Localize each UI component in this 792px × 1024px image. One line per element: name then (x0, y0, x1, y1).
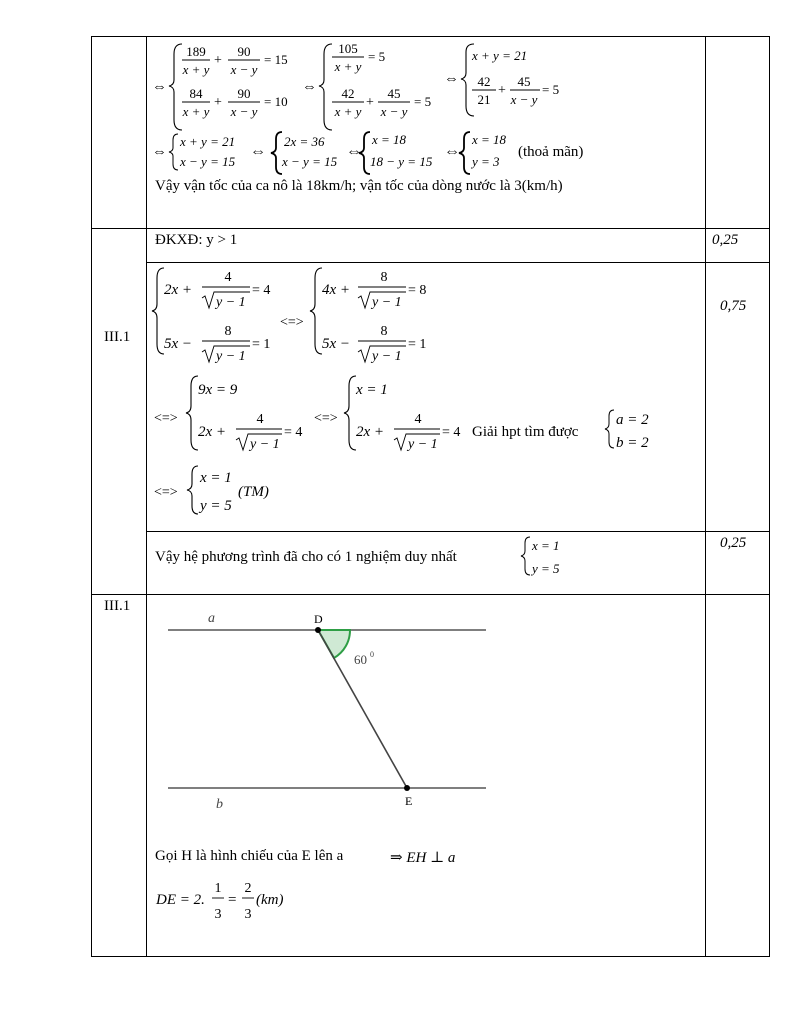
eq-term: 5x − (322, 336, 351, 352)
radicand: y − 1 (250, 437, 280, 452)
table-row-divider-3 (91, 594, 770, 595)
svg-text:+: + (366, 95, 374, 110)
row3-label: III.1 (104, 598, 131, 614)
solve-text: Giải hpt tìm được (472, 424, 579, 440)
radicand: y − 1 (216, 349, 246, 364)
equation: x = 1 (200, 470, 232, 486)
equation: 18 − y = 15 (370, 154, 433, 169)
frac-num: 8 (380, 324, 388, 339)
svg-text:+: + (214, 53, 222, 68)
frac-den: x + y (334, 104, 362, 119)
point-d-dot (315, 627, 321, 633)
frac-den: x + y (182, 104, 210, 119)
equation: 2x = 36 (284, 134, 325, 149)
equation: x − y = 15 (180, 154, 236, 169)
eq-term: 2x + (164, 282, 193, 298)
score-0-25-a: 0,25 (712, 232, 739, 248)
equation: y = 3 (472, 154, 500, 169)
equiv-arrow: ⇔ (444, 71, 459, 87)
row2-equations (148, 264, 704, 530)
score-0-25-b: 0,25 (720, 535, 747, 551)
equiv-arrow: ⇔ (152, 79, 167, 95)
equiv-arrow: <=> (314, 411, 338, 426)
eq-term: 4x + (322, 282, 351, 298)
frac-num: 8 (380, 270, 388, 285)
table-border-left (91, 36, 92, 957)
de-lhs: DE = 2. (156, 892, 205, 908)
frac-den: x − y (380, 104, 408, 119)
table-border-col2 (705, 36, 706, 957)
eq-rhs: = 10 (264, 94, 288, 109)
frac-den: 3 (214, 907, 222, 922)
eq-rhs: = 15 (264, 52, 288, 67)
frac-num: 45 (387, 86, 401, 101)
projection-text: Gọi H là hình chiếu của E lên a (155, 848, 344, 864)
system-brace (169, 44, 182, 130)
equiv-arrow: <=> (154, 411, 178, 426)
angle-sector (318, 630, 350, 658)
frac-den: x − y (230, 104, 258, 119)
line-a-label: a (208, 611, 215, 626)
system-brace (271, 132, 282, 174)
eq-rhs: = 5 (542, 82, 560, 97)
eq-rhs: = 5 (414, 94, 432, 109)
system-brace (521, 537, 530, 575)
equation: b = 2 (616, 435, 649, 451)
equiv-arrow: ⇔ (302, 79, 317, 95)
radicand: y − 1 (372, 349, 402, 364)
equiv-arrow: ⇔ (346, 143, 362, 160)
frac-den: 21 (477, 92, 491, 107)
equation: a = 2 (616, 412, 649, 428)
frac-num: 2 (244, 881, 252, 896)
system-brace (319, 44, 332, 130)
equation: x − y = 15 (282, 154, 338, 169)
frac-num: 8 (224, 324, 232, 339)
svg-text:+: + (498, 83, 506, 98)
frac-num: 4 (224, 270, 232, 285)
frac-num: 189 (186, 44, 206, 59)
dkxd-condition: ĐKXĐ: y > 1 (155, 232, 238, 248)
system-brace (359, 132, 370, 174)
frac-num: 90 (237, 86, 251, 101)
frac-num: 4 (414, 412, 422, 427)
frac-num: 42 (477, 74, 491, 89)
eq-rhs: = 4 (284, 425, 303, 440)
svg-text:+: + (214, 95, 222, 110)
system-brace (169, 134, 178, 170)
table-border-top (91, 36, 770, 37)
equation: x = 1 (356, 382, 388, 398)
eq-rhs: = 8 (408, 283, 427, 298)
eq-term: 2x + (198, 424, 227, 440)
eq-rhs: = 4 (252, 283, 271, 298)
table-row-divider-2b (146, 531, 770, 532)
point-d-label: D (314, 612, 323, 626)
line-b-label: b (216, 797, 223, 812)
system-brace (605, 410, 614, 448)
equiv-arrow: ⇔ (444, 143, 460, 160)
table-border-col1 (146, 36, 147, 957)
eq-rhs: = 1 (408, 337, 427, 352)
frac-den: x − y (230, 62, 258, 77)
eq-rhs: = 5 (368, 49, 386, 64)
eq-term: 2x + (356, 424, 385, 440)
system-brace (186, 376, 198, 450)
row1-equations (148, 38, 704, 228)
row1-conclusion: Vậy vận tốc của ca nô là 18km/h; vận tốc của dòng nước là 3(km/h) (155, 178, 563, 194)
score-0-75: 0,75 (720, 298, 747, 314)
equiv-arrow: <=> (154, 485, 178, 500)
radicand: y − 1 (216, 295, 246, 310)
eq-term: 5x − (164, 336, 193, 352)
frac-num: 42 (341, 86, 355, 101)
system-brace (459, 132, 470, 174)
equiv-arrow: ⇔ (152, 144, 167, 160)
de-equation (152, 872, 352, 932)
equation: x = 1 (532, 538, 560, 553)
eq-rhs: = 4 (442, 425, 461, 440)
frac-num: 1 (214, 881, 222, 896)
table-border-right (769, 36, 770, 957)
radicand: y − 1 (372, 295, 402, 310)
angle-degree-sup: 0 (370, 650, 374, 659)
eq-rhs: = 1 (252, 337, 271, 352)
radicand: y − 1 (408, 437, 438, 452)
row2-final-system (520, 533, 580, 583)
row2-label: III.1 (104, 329, 131, 345)
frac-den: 3 (244, 907, 252, 922)
frac-num: 90 (237, 44, 251, 59)
frac-den: x + y (182, 62, 210, 77)
table-row-divider-2a (146, 262, 770, 263)
equiv-arrow: ⇔ (250, 143, 266, 160)
equals-sign: = (228, 892, 237, 908)
frac-num: 4 (256, 412, 264, 427)
point-e-label: E (405, 794, 413, 808)
frac-num: 45 (517, 74, 531, 89)
point-e-dot (404, 785, 410, 791)
row2-final-text: Vậy hệ phương trình đã cho có 1 nghiệm duy nhất (155, 549, 457, 565)
table-row-divider-1 (91, 228, 770, 229)
projection-math: ⇒ EH ⊥ a (390, 850, 456, 866)
equation: x = 18 (372, 132, 407, 147)
system-brace (344, 376, 356, 450)
unit-km: (km) (256, 892, 284, 908)
equation: 9x = 9 (198, 382, 238, 398)
frac-num: 84 (189, 86, 203, 101)
system-brace (310, 268, 322, 354)
geometry-figure (160, 604, 500, 814)
frac-num: 105 (338, 41, 358, 56)
satisfied-note: (thoả mãn) (518, 144, 584, 160)
table-border-bottom (91, 956, 770, 957)
system-brace (187, 466, 198, 514)
equation: y = 5 (532, 561, 560, 576)
tm-tag: (TM) (238, 484, 269, 500)
frac-den: x − y (510, 92, 538, 107)
equation: x + y = 21 (472, 48, 528, 63)
equation: y = 5 (200, 498, 232, 514)
system-brace (152, 268, 164, 354)
equation: x + y = 21 (180, 134, 236, 149)
equation: x = 18 (472, 132, 507, 147)
angle-label: 60 (354, 652, 367, 667)
frac-den: x + y (334, 59, 362, 74)
equiv-arrow: <=> (280, 315, 304, 330)
